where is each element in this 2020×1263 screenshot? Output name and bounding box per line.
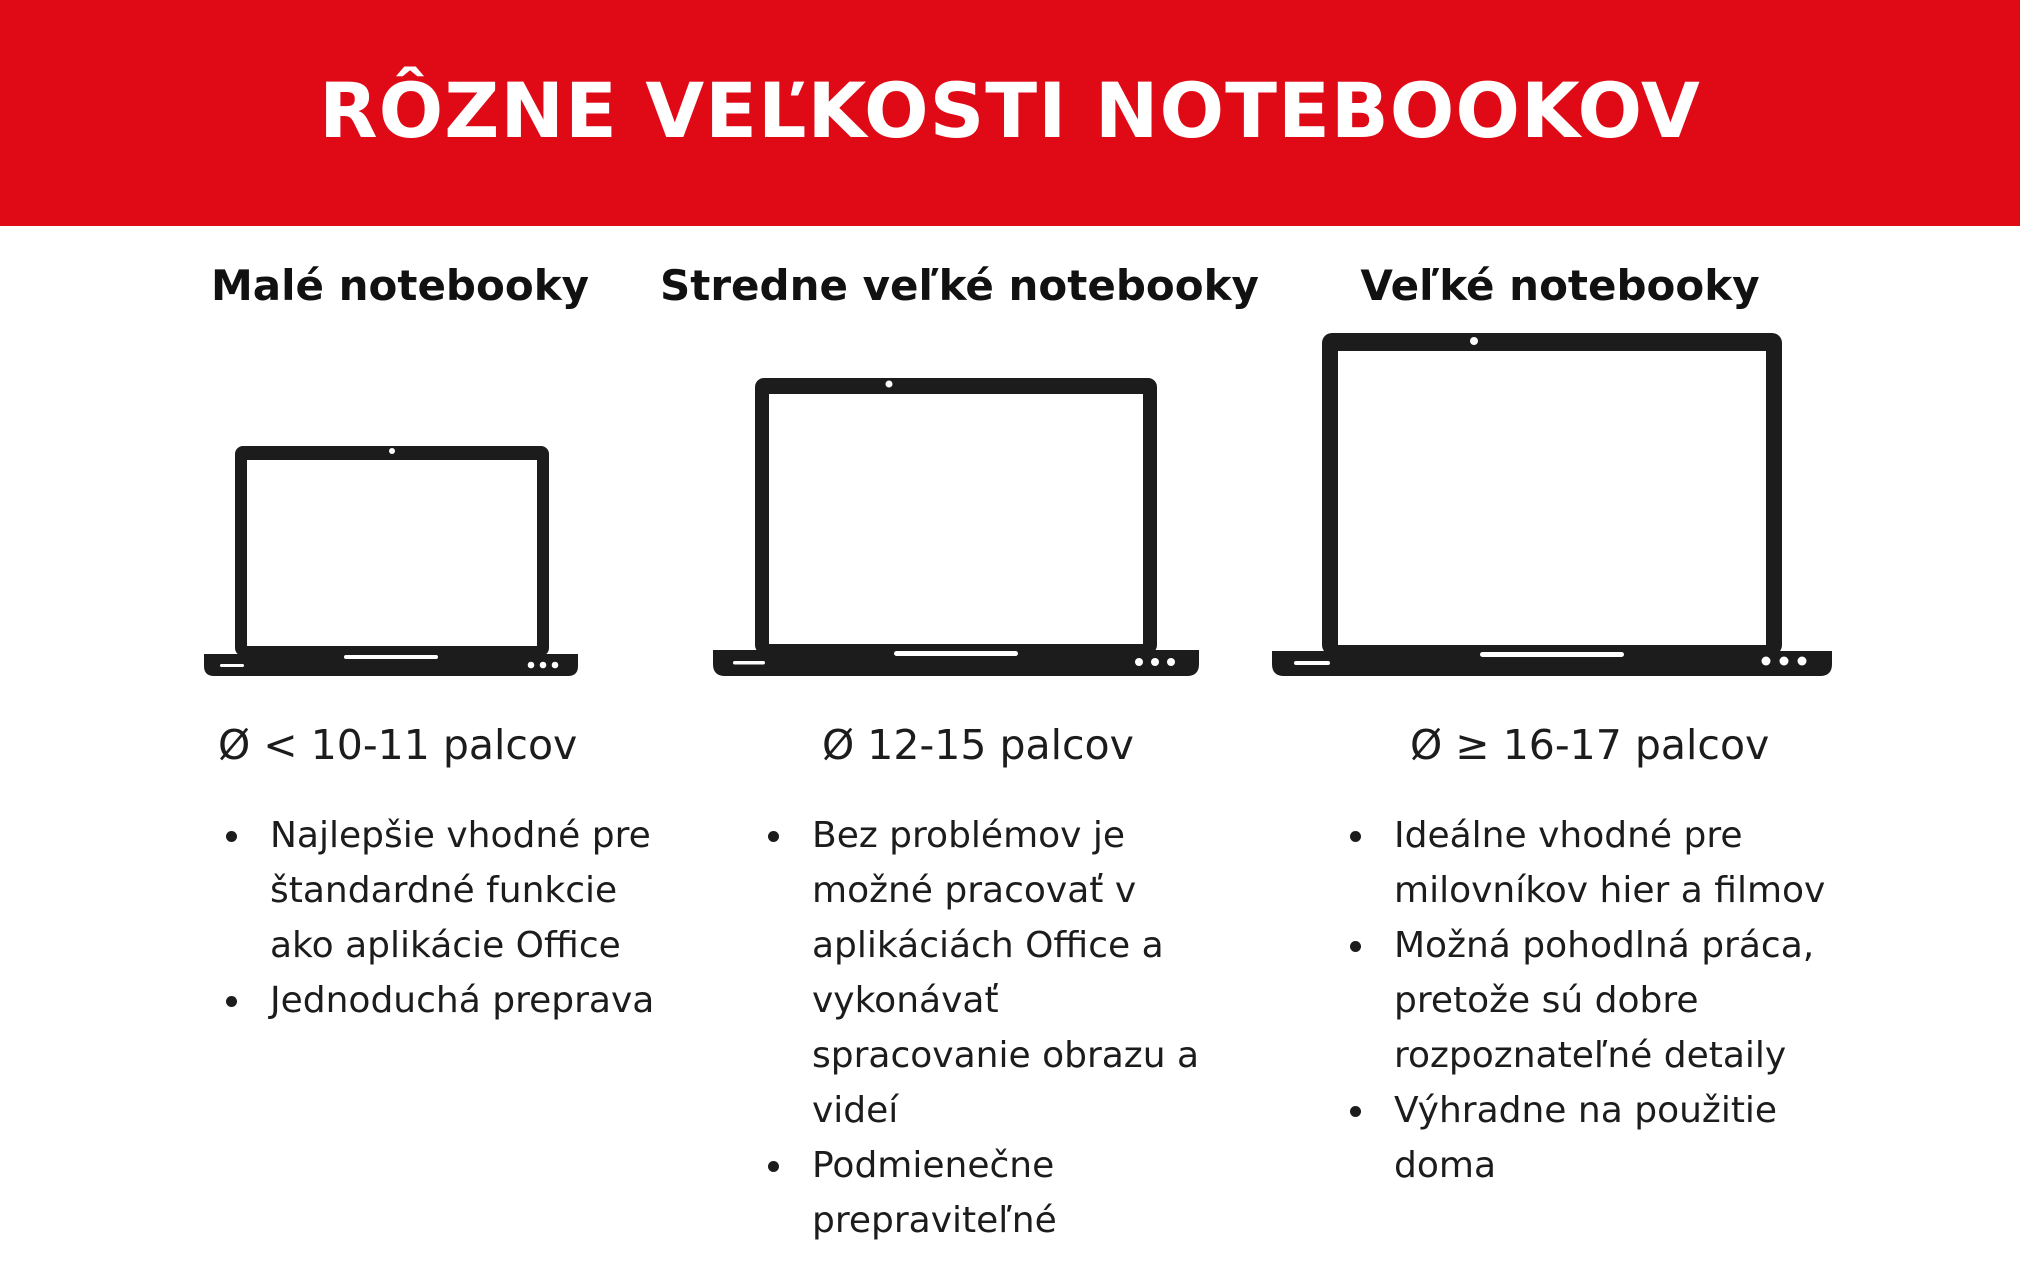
feature-item: Jednoduchá preprava	[222, 973, 662, 1028]
column-small-title: Malé notebooky	[210, 261, 590, 310]
column-large-features	[1346, 808, 1826, 1193]
feature-item: Výhradne na použitie doma	[1346, 1083, 1826, 1193]
column-large-size: Ø ≥ 16-17 palcov	[1410, 721, 1770, 769]
feature-item: Podmienečne prepraviteľné	[764, 1138, 1224, 1248]
column-large-title: Veľké notebooky	[1360, 261, 1760, 310]
laptop-icon	[713, 376, 1199, 676]
page-title: RÔZNE VEĽKOSTI NOTEBOOKOV	[319, 66, 1701, 155]
laptop-icon	[204, 444, 578, 676]
header-banner	[0, 0, 2020, 226]
column-medium-features	[764, 808, 1224, 1248]
feature-item: Ideálne vhodné pre milovníkov hier a filmov	[1346, 808, 1826, 918]
laptop-icon	[1272, 331, 1832, 676]
column-medium-size: Ø 12-15 palcov	[822, 721, 1134, 769]
column-small-size: Ø < 10-11 palcov	[218, 721, 578, 769]
feature-item: Bez problémov je možné pracovať v aplikáciách Office a vykonávať spracovanie obrazu a videí	[764, 808, 1224, 1138]
column-medium-title: Stredne veľké notebooky	[660, 261, 1259, 310]
feature-item: Možná pohodlná práca, pretože sú dobre rozpoznateľné detaily	[1346, 918, 1826, 1083]
column-small-features	[222, 808, 662, 1028]
feature-item: Najlepšie vhodné pre štandardné funkcie ako aplikácie Office	[222, 808, 662, 973]
